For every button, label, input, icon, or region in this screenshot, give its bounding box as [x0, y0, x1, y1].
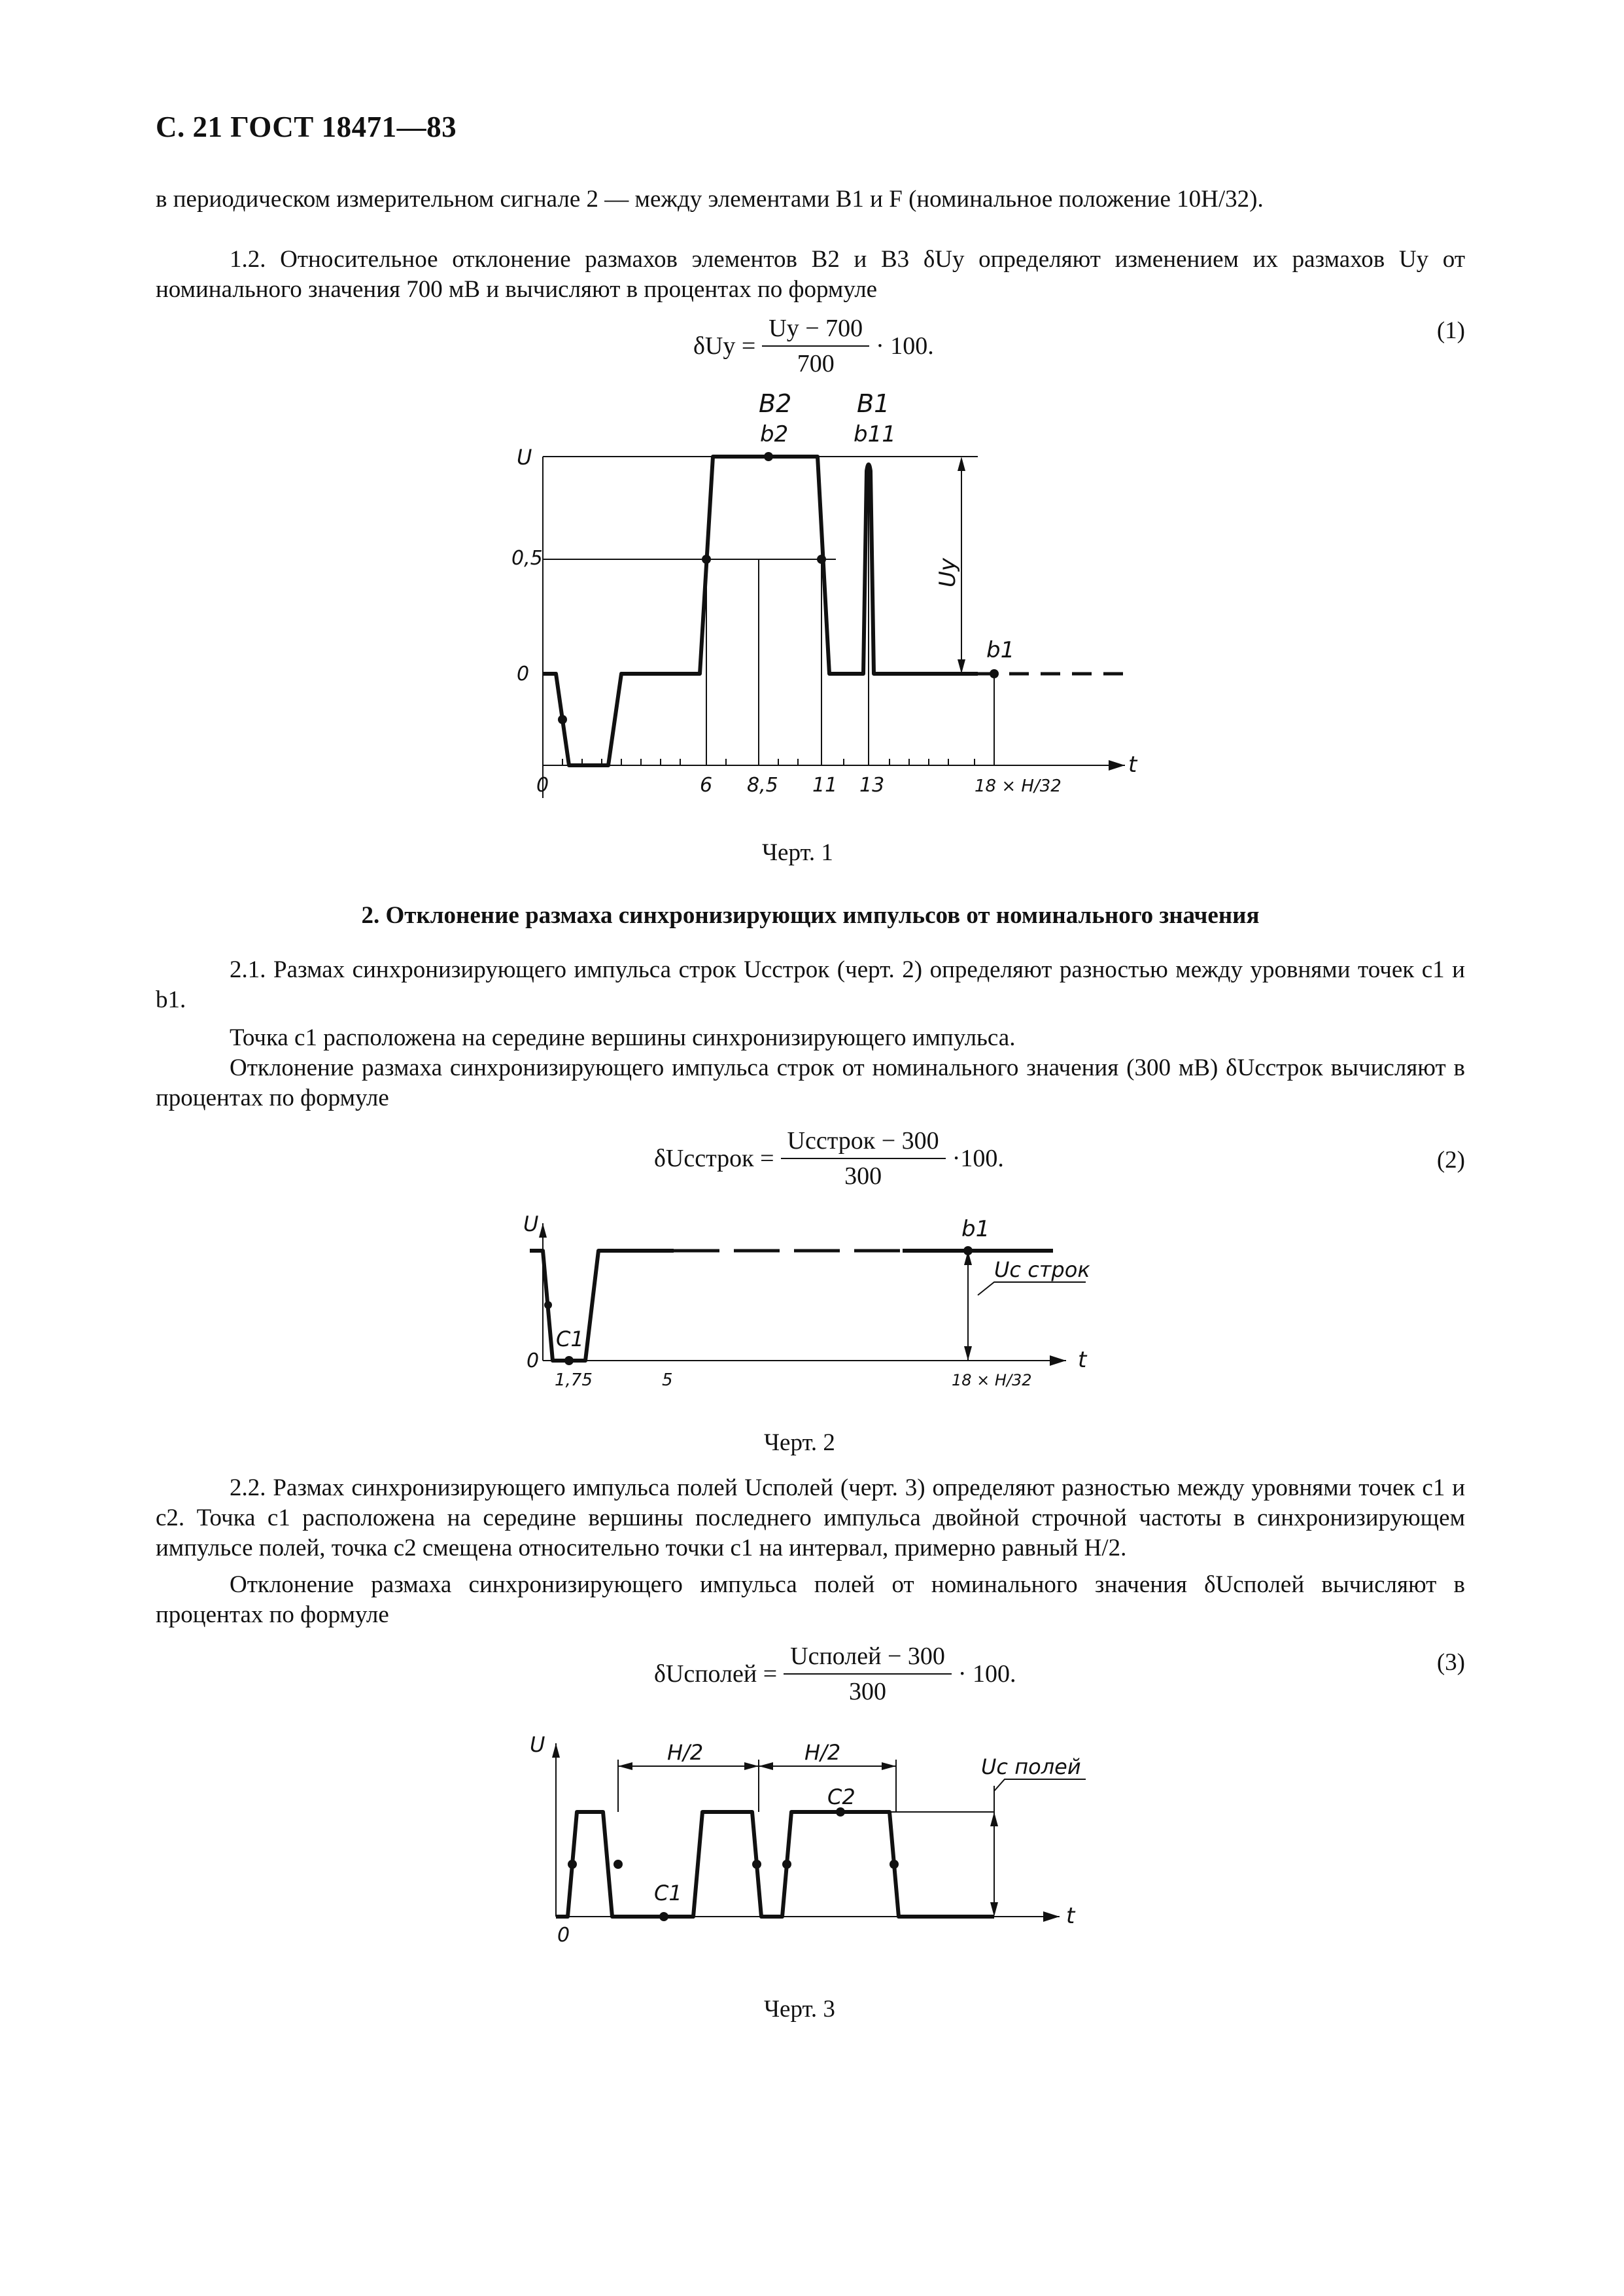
fig1-x-tick-0: 0 — [536, 774, 549, 797]
fig1-y-label-zero: 0 — [517, 663, 530, 686]
fig1-x-tick-11: 11 — [812, 774, 838, 797]
equation-number-3: (3) — [1436, 1649, 1465, 1676]
equation-number-2: (2) — [1436, 1147, 1465, 1174]
fig2-x-tick-1-75: 1,75 — [555, 1370, 593, 1390]
paragraph-2-1-deviation: Отклонение размаха синхронизирующего импульса строк от номинального значения (300 мВ) δUсстрок вычисляют в процентах по формуле — [156, 1054, 1465, 1111]
formula-2 — [654, 1126, 1004, 1191]
fig1-label-b2: b2 — [760, 421, 789, 447]
formula-3 — [654, 1642, 1016, 1706]
fig3-label-h2: H/2 — [804, 1740, 841, 1765]
formula-3-lhs: δUсполей = — [654, 1660, 778, 1688]
formula-1-tail: · 100. — [876, 332, 934, 360]
formula-1-lhs: δUу = — [693, 332, 756, 360]
fig3-t-label: t — [1066, 1903, 1075, 1929]
figure-3-caption: Черт. 3 — [764, 1996, 835, 2023]
formula-1-fraction — [762, 314, 869, 378]
fig2-label-uc: Uс строк — [994, 1257, 1090, 1282]
formula-2-lhs: δUсстрок = — [654, 1145, 774, 1172]
fig1-x-tick-8-5: 8,5 — [747, 774, 778, 797]
formula-3-denominator: 300 — [849, 1678, 887, 1705]
formula-3-tail: · 100. — [958, 1660, 1016, 1688]
fig1-signal-waveform — [543, 457, 978, 765]
figure-3 — [523, 1733, 1151, 1975]
fig3-label-h1: H/2 — [667, 1740, 704, 1765]
fig3-label-c1: C1 — [654, 1881, 682, 1905]
figure-1 — [511, 379, 1138, 824]
formula-2-denominator: 300 — [844, 1162, 882, 1190]
fig3-y-label-zero: 0 — [557, 1924, 570, 1947]
paragraph-2-2-deviation: Отклонение размаха синхронизирующего импульса полей от номинального значения δUсполей вычисляют в процентах по формуле — [156, 1571, 1465, 1628]
fig2-x-tick-5: 5 — [662, 1370, 673, 1390]
fig2-label-c1: C1 — [556, 1327, 584, 1351]
fig2-t-label: t — [1078, 1347, 1087, 1373]
fig1-uy-label: Uу — [935, 557, 961, 587]
figure-1-caption: Черт. 1 — [762, 839, 833, 866]
fig1-x-tick-13: 13 — [859, 774, 885, 797]
paragraph-2-1: 2.1. Размах синхронизирующего импульса строк Uсстрок (черт. 2) определяют разностью между уровнями точек c1 и b1. — [156, 956, 1465, 1013]
fig1-y-label-half: 0,5 — [511, 547, 543, 570]
fig3-label-c2: C2 — [827, 1784, 855, 1809]
formula-3-fraction — [784, 1642, 952, 1706]
fig1-label-b11: b11 — [854, 421, 896, 447]
formula-3-numerator: Uсполей − 300 — [784, 1642, 952, 1675]
paragraph-1-2: 1.2. Относительное отклонение размахов элементов B2 и B3 δUу определяют изменением их размахов Uу от номинального значения 700 мВ и вычисляют в процентах по формуле — [156, 246, 1465, 303]
formula-1-numerator: Uу − 700 — [762, 314, 869, 347]
fig2-y-label-U: U — [523, 1211, 539, 1236]
fig3-y-label-U: U — [530, 1732, 545, 1757]
paragraph-2-1-point: Точка c1 расположена на середине вершины синхронизирующего импульса. — [230, 1024, 1016, 1051]
fig1-label-B1: B1 — [857, 389, 890, 418]
figure-2 — [517, 1210, 1138, 1426]
fig2-y-label-zero: 0 — [527, 1349, 540, 1372]
formula-2-numerator: Uсстрок − 300 — [781, 1126, 946, 1159]
paragraph-2-2: 2.2. Размах синхронизирующего импульса полей Uсполей (черт. 3) определяют разностью между уровнями точек c1 и c2. Точка c1 расположена на середине вершины последнего импульса двойной строчной частоты в синхронизирующем импульсе полей, точка c2 смещена относительно точки c1 на интервал, примерно равный H/2. — [156, 1474, 1465, 1561]
fig1-x-tick-6: 6 — [700, 774, 713, 797]
formula-2-fraction — [781, 1126, 946, 1191]
fig1-label-b1: b1 — [986, 637, 1015, 663]
fig1-y-label-U: U — [517, 445, 532, 470]
fig2-x-tick-18: 18 × H/32 — [952, 1371, 1032, 1389]
fig1-x-tick-18: 18 × H/32 — [975, 776, 1062, 796]
fig1-t-label: t — [1128, 752, 1137, 778]
section-2-title: 2. Отклонение размаха синхронизирующих импульсов от номинального значения — [361, 902, 1260, 929]
fig2-label-b1: b1 — [961, 1216, 990, 1242]
formula-1 — [693, 314, 934, 378]
fig3-label-uc: Uс полей — [981, 1754, 1081, 1779]
equation-number-1: (1) — [1436, 317, 1465, 344]
paragraph-intro: в периодическом измерительном сигнале 2 — между элементами B1 и F (номинальное положение 10H/32). — [156, 186, 1264, 213]
formula-1-denominator: 700 — [797, 350, 835, 377]
page-header: С. 21 ГОСТ 18471—83 — [156, 111, 457, 143]
fig1-label-B2: B2 — [759, 389, 792, 418]
figure-2-caption: Черт. 2 — [764, 1429, 835, 1456]
formula-2-tail: ·100. — [952, 1145, 1004, 1172]
